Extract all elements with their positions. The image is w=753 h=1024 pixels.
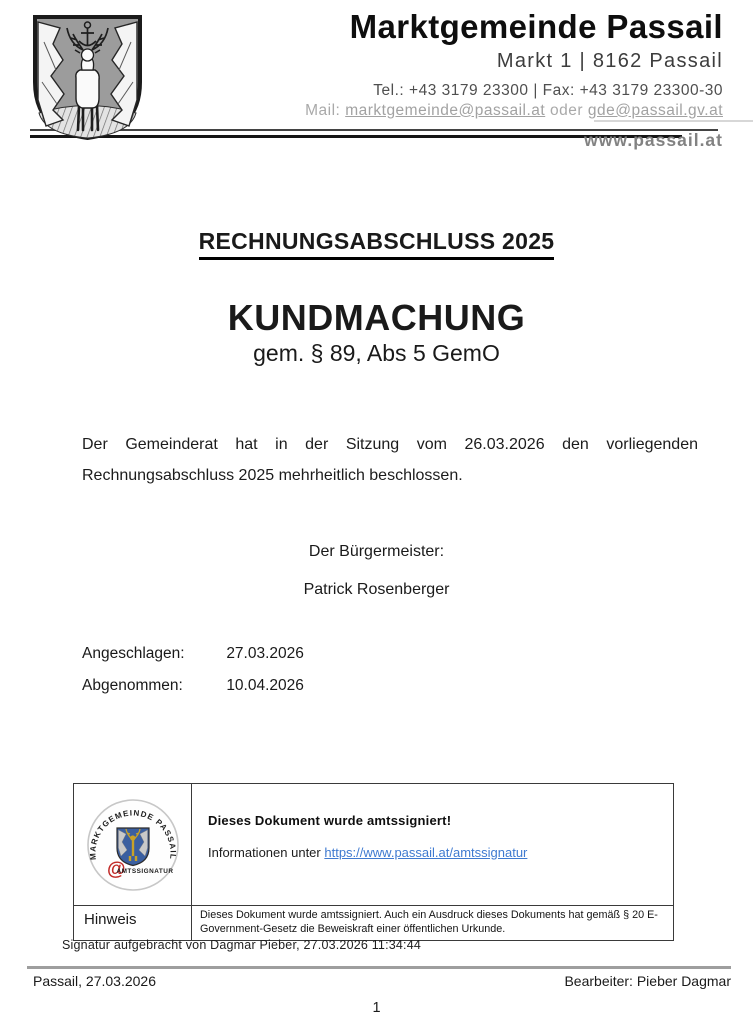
footer-rule	[27, 966, 731, 969]
posting-date-row	[82, 645, 304, 663]
mail-conjunction: oder	[550, 101, 584, 119]
amtssignatur-seal-icon	[86, 798, 180, 892]
email-link-primary[interactable]: marktgemeinde@passail.at	[345, 101, 546, 119]
mail-line	[305, 102, 723, 120]
signature-info-line	[208, 845, 657, 860]
removal-date-value: 10.04.2026	[226, 677, 304, 694]
hint-text: Dieses Dokument wurde amtssigniert. Auch ein Ausdruck dieses Dokuments hat gemäß § 20 E-Government-Gesetz die Beweiskraft einer öffentlichen Urkunde.	[200, 909, 658, 936]
removal-date-label: Abgenommen:	[82, 677, 183, 694]
hint-label: Hinweis	[74, 906, 192, 940]
posting-date-value: 27.03.2026	[226, 645, 304, 662]
removal-date-row	[82, 677, 304, 695]
seal-cell	[74, 784, 192, 906]
signature-info-prefix: Informationen unter	[208, 845, 321, 860]
doc-title-text: RECHNUNGSABSCHLUSS 2025	[199, 228, 555, 260]
mail-label: Mail:	[305, 101, 341, 119]
signature-applied-line: Signatur aufgebracht von Dagmar Pieber, 27.03.2026 11:34:44	[62, 938, 422, 952]
signer-role: Der Bürgermeister:	[308, 543, 445, 560]
decision-paragraph: Der Gemeinderat hat in der Sitzung vom 26.03.2026 den vorliegenden Rechnungsabschluss 2025 mehrheitlich beschlossen.	[82, 436, 698, 484]
phone-fax-line: Tel.: +43 3179 23300 | Fax: +43 3179 23300-30	[373, 81, 723, 99]
page-number: 1	[372, 1000, 381, 1016]
stag-coat-of-arms-icon	[30, 12, 145, 143]
amtssignatur-link[interactable]: https://www.passail.at/amtssignatur	[324, 845, 528, 860]
signer-name: Patrick Rosenberger	[303, 581, 450, 598]
signature-statement: Dieses Dokument wurde amtssigniert!	[208, 813, 452, 828]
website-link[interactable]: www.passail.at	[584, 129, 723, 150]
signature-statement-cell	[192, 784, 673, 906]
seal-label: AMTSSIGNATUR	[115, 867, 174, 875]
seal-ring-text: MARKTGEMEINDE PASSAIL	[87, 807, 178, 860]
doc-title	[0, 228, 753, 260]
main-heading: KUNDMACHUNG	[227, 297, 526, 338]
org-address: Markt 1 | 8162 Passail	[496, 49, 723, 72]
footer-editor: Bearbeiter: Pieber Dagmar	[564, 973, 731, 989]
email-link-secondary[interactable]: gde@passail.gv.at	[587, 101, 723, 119]
amtssignatur-box	[73, 783, 674, 941]
footer-place-date: Passail, 27.03.2026	[33, 973, 156, 989]
seal-at-symbol: @	[106, 858, 126, 880]
sub-heading: gem. § 89, Abs 5 GemO	[253, 340, 500, 366]
letterhead	[305, 10, 723, 151]
org-name: Marktgemeinde Passail	[349, 8, 723, 45]
posting-date-label: Angeschlagen:	[82, 645, 185, 662]
